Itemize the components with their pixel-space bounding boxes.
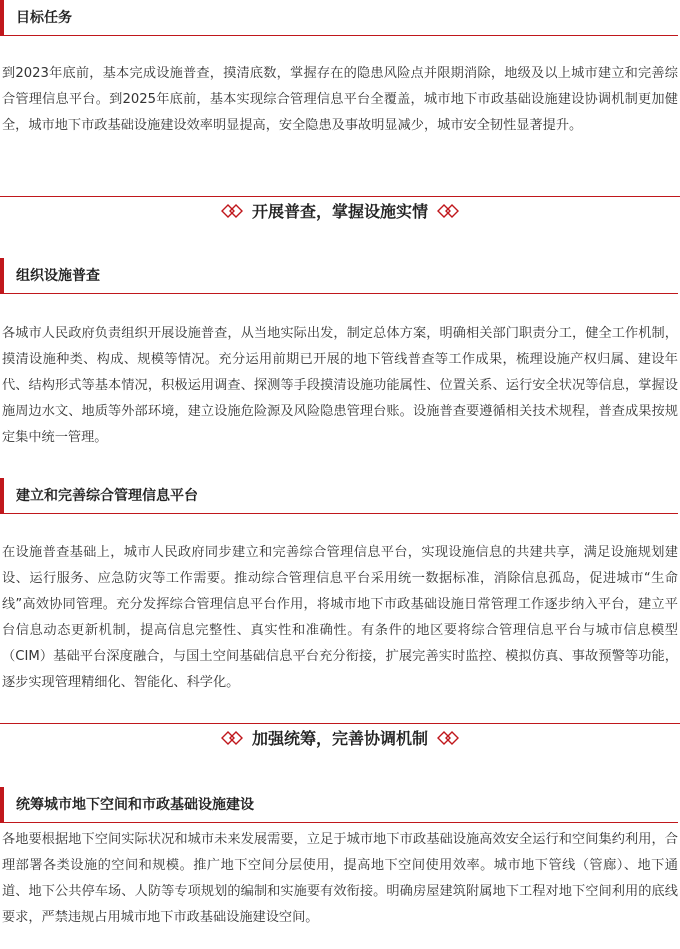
paragraph-goal: 到2023年底前，基本完成设施普查，摸清底数，掌握存在的隐患风险点并限期消除，地级及以上城市建立和完善综合管理信息平台。到2025年底前，基本实现综合管理信息平台全覆盖，城市地下市政基础设施建设协调机制更加健全，城市地下市政基础设施建设效率明显提高，安全隐患及事故明显减少，城市安全韧性显著提升。 [2, 66, 678, 133]
section-heading-text: 组织设施普查 [16, 268, 100, 284]
section-heading-text: 建立和完善综合管理信息平台 [16, 488, 198, 504]
double-chevron-right-icon [437, 731, 459, 745]
banner-survey [0, 196, 680, 220]
section-heading-text: 目标任务 [16, 10, 72, 26]
banner-divider-line [0, 196, 680, 197]
section-heading-goal [0, 0, 678, 36]
banner-coordination [0, 723, 680, 747]
section-heading-survey [0, 258, 678, 294]
banner-title: 加强统筹，完善协调机制 [251, 729, 428, 748]
paragraph-platform: 在设施普查基础上，城市人民政府同步建立和完善综合管理信息平台，实现设施信息的共建共享，满足设施规划建设、运行服务、应急防灾等工作需要。推动综合管理信息平台采用统一数据标准，消除信息孤岛，促进城市“生命线”高效协同管理。充分发挥综合管理信息平台作用，将城市地下市政基础设施日常管理工作逐步纳入平台，建立平台信息动态更新机制，提高信息完整性、真实性和准确性。有条件的地区要将综合管理信息平台与城市信息模型（CIM）基础平台深度融合，与国土空间基础信息平台充分衔接，扩展完善实时监控、模拟仿真、事故预警等功能，逐步实现管理精细化、智能化、科学化。 [2, 545, 678, 690]
paragraph-survey: 各城市人民政府负责组织开展设施普查，从当地实际出发，制定总体方案，明确相关部门职责分工，健全工作机制，摸清设施种类、构成、规模等情况。充分运用前期已开展的地下管线普查等工作成果，梳理设施产权归属、建设年代、结构形式等基本情况，积极运用调查、探测等手段摸清设施功能属性、位置关系、运行安全状况等信息，掌握设施周边水文、地质等外部环境，建立设施危险源及风险隐患管理台账。设施普查要遵循相关技术规程，普查成果按规定集中统一管理。 [2, 326, 678, 445]
banner-divider-line [0, 723, 680, 724]
section-heading-planning [0, 787, 678, 823]
double-chevron-right-icon [437, 204, 459, 218]
section-heading-text: 统筹城市地下空间和市政基础设施建设 [16, 797, 254, 813]
paragraph-planning: 各地要根据地下空间实际状况和城市未来发展需要，立足于城市地下市政基础设施高效安全运行和空间集约利用，合理部署各类设施的空间和规模。推广地下空间分层使用，提高地下空间使用效率。城市地下管线（管廊）、地下通道、地下公共停车场、人防等专项规划的编制和实施要有效衔接。明确房屋建筑附属地下工程对地下空间利用的底线要求，严禁违规占用城市地下市政基础设施建设空间。 [2, 832, 678, 925]
double-chevron-left-icon [221, 731, 243, 745]
banner-title: 开展普查，掌握设施实情 [251, 202, 428, 221]
double-chevron-left-icon [221, 204, 243, 218]
section-heading-platform [0, 478, 678, 514]
